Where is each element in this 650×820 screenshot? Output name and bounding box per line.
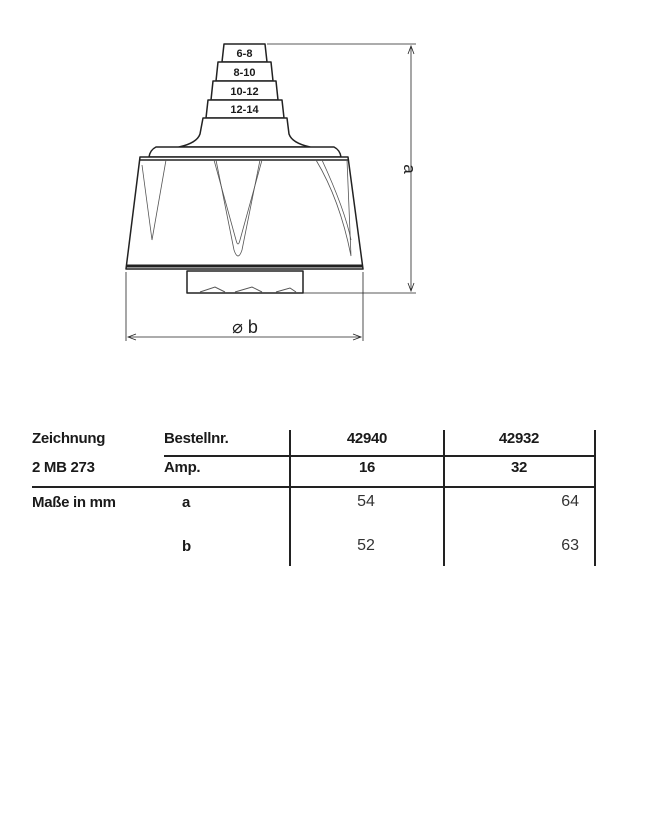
dimension-a-label: a <box>400 164 419 174</box>
order-number-42940: 42940 <box>346 430 388 447</box>
table-column-divider <box>594 430 596 566</box>
row-a-label: a <box>182 494 191 511</box>
table-divider <box>164 455 596 457</box>
table-column-divider <box>289 430 291 566</box>
drawing-label: Zeichnung <box>32 430 106 447</box>
drawing-number: 2 MB 273 <box>32 459 95 476</box>
flange <box>149 147 341 157</box>
row-b-label: b <box>182 538 191 555</box>
table-divider <box>32 486 596 488</box>
amp-label: Amp. <box>164 459 201 476</box>
b-value-42940: 52 <box>357 537 375 554</box>
dimensions-label: Maße in mm <box>32 494 116 511</box>
main-body <box>126 157 363 269</box>
a-value-42940: 54 <box>357 493 375 510</box>
tier-label-6-8: 6-8 <box>236 48 253 60</box>
b-value-42932: 63 <box>561 537 579 554</box>
amp-value-42940: 16 <box>358 459 376 476</box>
tier-label-10-12: 10-12 <box>230 86 259 98</box>
tier-label-12-14: 12-14 <box>230 104 259 116</box>
order-number-42932: 42932 <box>498 430 540 447</box>
tier-label-8-10: 8-10 <box>233 67 256 79</box>
table-column-divider <box>443 430 445 566</box>
amp-value-42932: 32 <box>510 459 528 476</box>
cone-base <box>179 118 310 147</box>
dimension-b-label: ⌀ b <box>232 317 258 337</box>
a-value-42932: 64 <box>561 493 579 510</box>
order-number-label: Bestellnr. <box>164 430 229 447</box>
